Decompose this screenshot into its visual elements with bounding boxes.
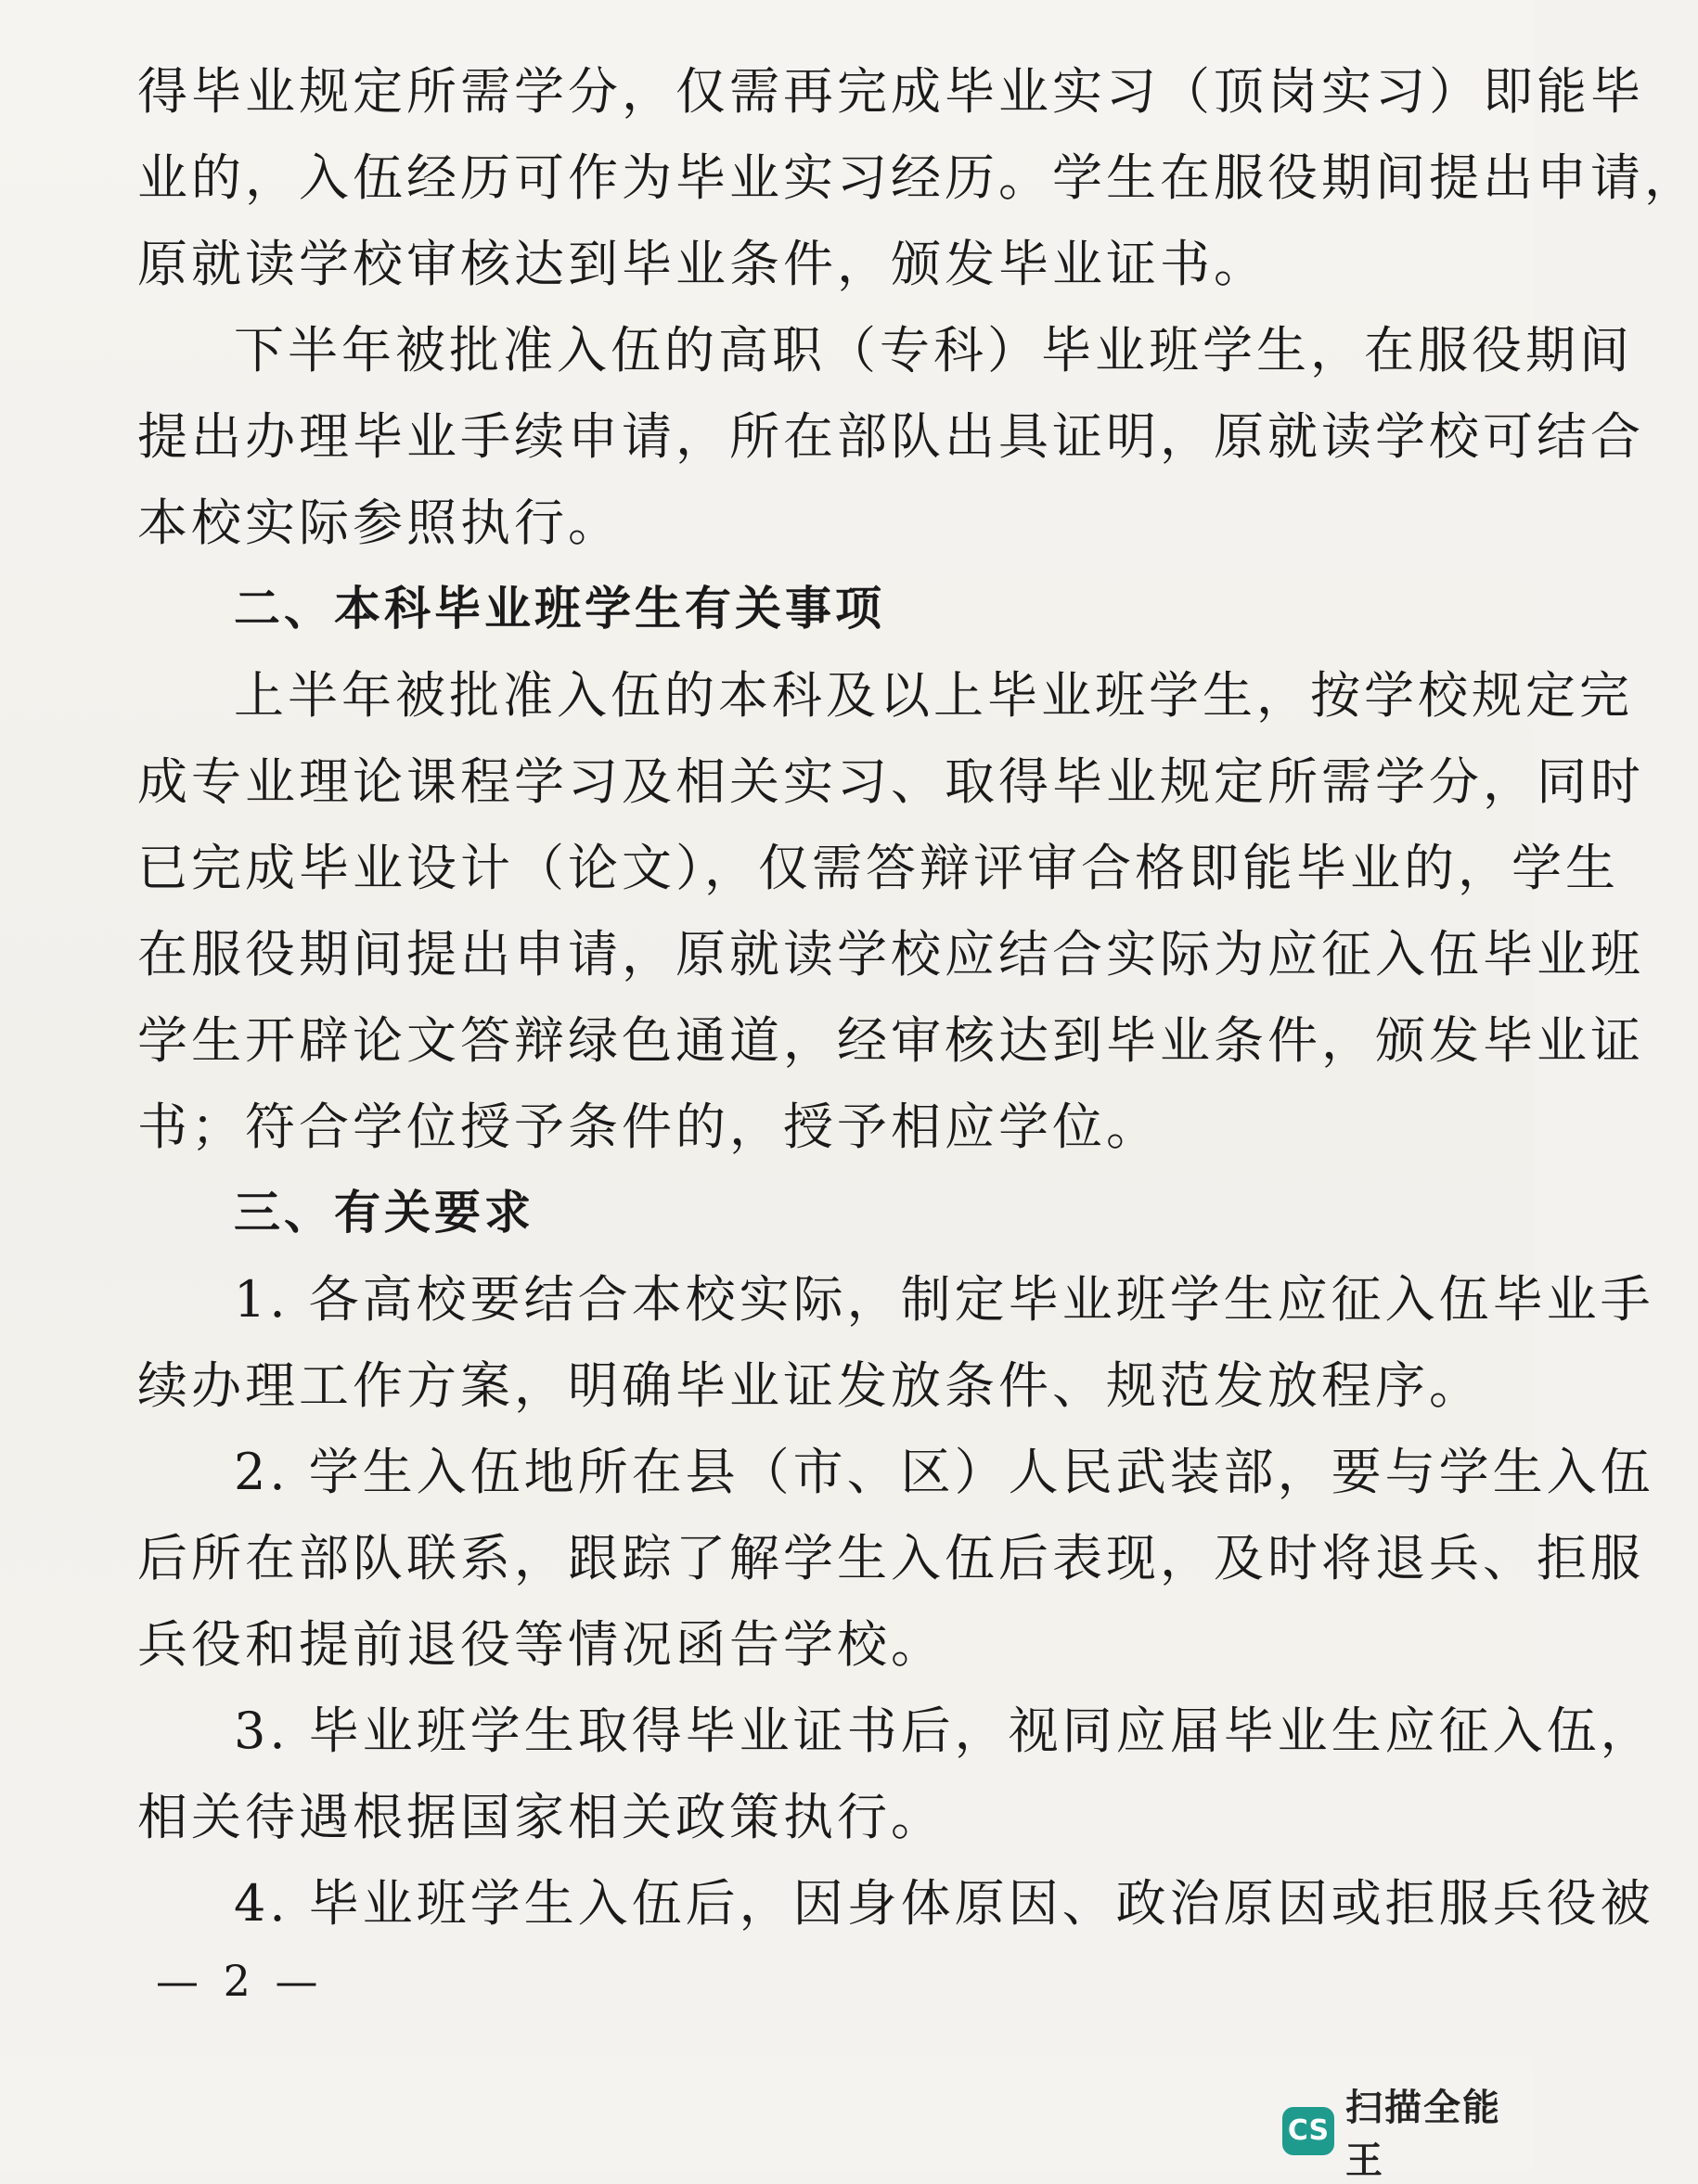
text-line: 后所在部队联系，跟踪了解学生入伍后表现，及时将退兵、拒服	[137, 1529, 1644, 1587]
section-heading-undergraduate: 二、本科毕业班学生有关事项	[234, 582, 885, 636]
text-line: 本校实际参照执行。	[137, 494, 622, 552]
list-item-start-line: 2. 学生入伍地所在县（市、区）人民武装部，要与学生入伍	[234, 1443, 1654, 1501]
text-line: 书；符合学位授予条件的，授予相应学位。	[137, 1098, 1160, 1156]
text-line: 学生开辟论文答辩绿色通道，经审核达到毕业条件，颁发毕业证	[137, 1011, 1644, 1070]
scanner-watermark	[1282, 2078, 1534, 2184]
text-line: 相关待遇根据国家相关政策执行。	[137, 1788, 945, 1846]
text-line: 成专业理论课程学习及相关实习、取得毕业规定所需学分，同时	[137, 752, 1644, 811]
document-body	[137, 48, 1698, 1946]
text-line: 得毕业规定所需学分，仅需再完成毕业实习（顶岗实习）即能毕	[137, 62, 1644, 121]
paragraph-start-line: 上半年被批准入伍的本科及以上毕业班学生，按学校规定完	[234, 666, 1633, 725]
list-item-start-line: 1. 各高校要结合本校实际，制定毕业班学生应征入伍毕业手	[234, 1270, 1654, 1329]
text-line: 在服役期间提出申请，原就读学校应结合实际为应征入伍毕业班	[137, 925, 1644, 983]
page-number: — 2 —	[156, 1956, 324, 2006]
list-item-start-line: 4. 毕业班学生入伍后，因身体原因、政治原因或拒服兵役被	[234, 1874, 1654, 1933]
text-line: 提出办理毕业手续申请，所在部队出具证明，原就读学校可结合	[137, 407, 1644, 466]
scanner-brand-name: 扫描全能王	[1345, 2087, 1502, 2182]
text-line: 兵役和提前退役等情况函告学校。	[137, 1615, 945, 1674]
text-line: 业的，入伍经历可作为毕业实习经历。学生在服役期间提出申请，	[137, 148, 1698, 207]
text-line: 已完成毕业设计（论文），仅需答辩评审合格即能毕业的，学生	[137, 839, 1619, 897]
list-item-start-line: 3. 毕业班学生取得毕业证书后，视同应届毕业生应征入伍，	[234, 1702, 1654, 1760]
section-heading-requirements: 三、有关要求	[234, 1186, 534, 1240]
text-line: 原就读学校审核达到毕业条件，颁发毕业证书。	[137, 235, 1267, 293]
paragraph-start-line: 下半年被批准入伍的高职（专科）毕业班学生，在服役期间	[234, 321, 1633, 379]
text-line: 续办理工作方案，明确毕业证发放条件、规范发放程序。	[137, 1356, 1483, 1415]
camscanner-logo-icon: CS	[1282, 2107, 1334, 2155]
